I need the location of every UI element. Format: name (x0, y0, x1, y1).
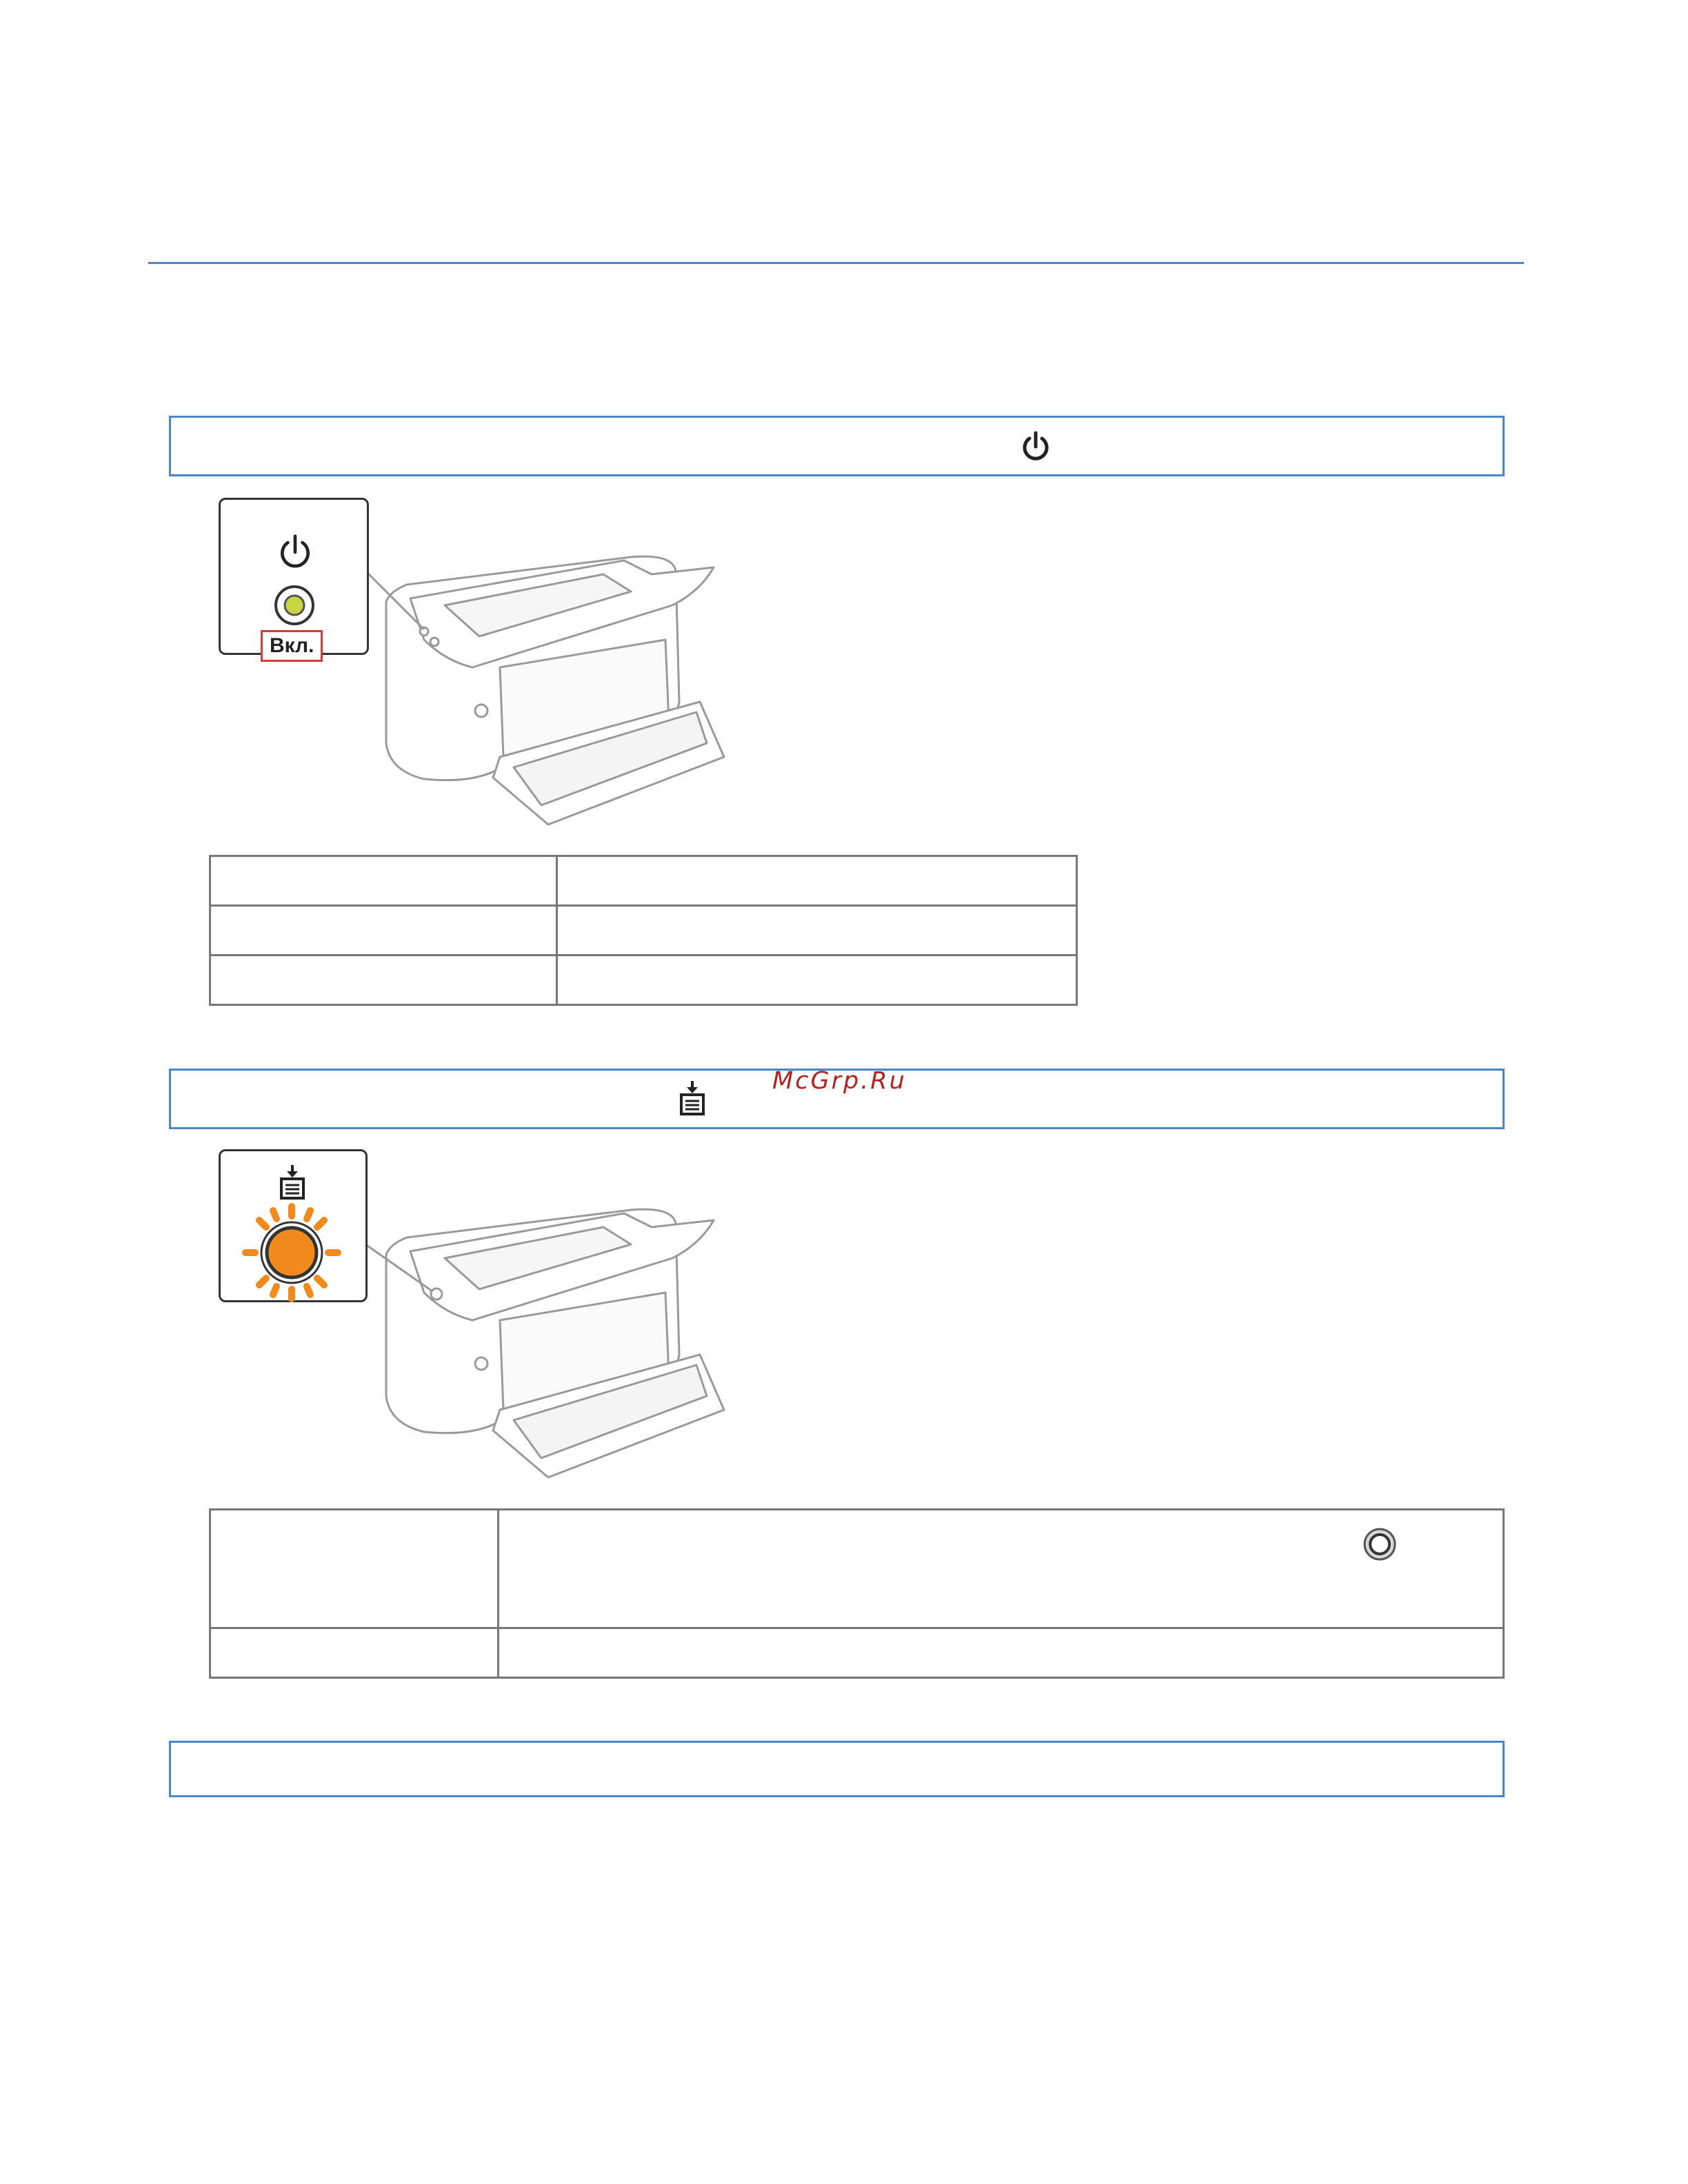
table-cell (210, 1510, 499, 1628)
header-rule (148, 262, 1524, 264)
printer-illustration-paper (217, 1148, 727, 1480)
watermark: McGrp.Ru (772, 1067, 907, 1095)
paper-button-icon (1363, 1527, 1397, 1561)
power-icon (276, 533, 314, 572)
table-cell (210, 906, 557, 956)
status-table-1 (209, 855, 1078, 1006)
table-cell (210, 956, 557, 1005)
paper-feed-icon (677, 1080, 707, 1117)
table-cell (557, 856, 1077, 906)
section-header-3 (169, 1741, 1505, 1797)
table-cell (210, 1628, 499, 1678)
section-header-power (169, 416, 1505, 476)
printer-illustration-ready (217, 495, 727, 827)
table-cell (499, 1628, 1504, 1678)
table-row (210, 906, 1077, 956)
table-row (210, 956, 1077, 1005)
ready-indicator-icon (270, 581, 319, 629)
paper-feed-icon (277, 1164, 308, 1201)
table-row (210, 856, 1077, 906)
table-cell (499, 1510, 1504, 1628)
paper-indicator-callout (219, 1149, 368, 1302)
status-table-2 (209, 1508, 1505, 1679)
power-icon (1019, 430, 1052, 463)
table-row (210, 1628, 1504, 1678)
table-row (210, 1510, 1504, 1628)
table-cell (557, 956, 1077, 1005)
table-cell (557, 906, 1077, 956)
table-cell (210, 856, 557, 906)
status-label-on: Вкл. (261, 630, 323, 662)
blinking-indicator-icon (240, 1201, 343, 1304)
